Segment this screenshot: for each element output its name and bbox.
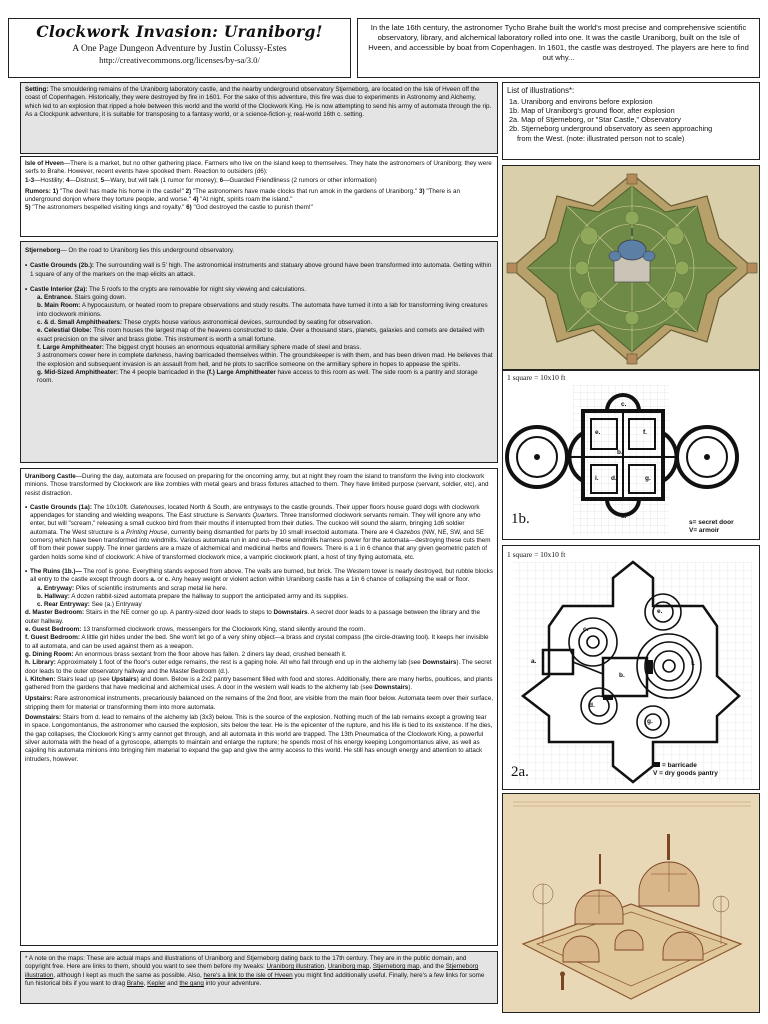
- room-marker: h.: [567, 453, 573, 460]
- reaction-text: —Wary, but will talk (1 rumor for money);: [104, 176, 220, 184]
- list-item: 2b. Stjerneborg underground observatory as seen approaching: [509, 124, 713, 134]
- room-label: g. Dining Room:: [25, 650, 74, 658]
- legend-item: s= secret door: [689, 519, 734, 526]
- intro-box: [357, 18, 760, 78]
- note-text: ,: [369, 963, 373, 971]
- page-title: Clockwork Invasion: Uraniborg!: [36, 22, 323, 41]
- room-label: c. Rear Entryway:: [37, 601, 90, 609]
- section-text: The 10x10ft.: [91, 503, 131, 511]
- note-link[interactable]: Uraniborg map: [327, 963, 370, 971]
- map-stjerneborg: [502, 545, 760, 790]
- room-label: e. Celestial Globe:: [37, 327, 92, 335]
- reaction-roll: 1-3: [25, 176, 35, 184]
- note-link[interactable]: here's a link to the isle of Hveen: [203, 971, 293, 979]
- room-marker: a.: [531, 658, 537, 665]
- hveen-box: [20, 156, 498, 237]
- stjerneborg-box: Stjerneborg— On the road to Uraniborg lies this underground observatory. • Castle Grounds (2b.): The surrounding wall is 5' high. The astronomical instruments and statuary above ground have been transformed into automata. Getting within 1 square of any of the markers on the map elicits an attack. • Castle Interior (2a): The 5 roofs to the crypts are removable for night sky viewing and calculations. a. Entrance. Stairs going down. b. Main Room: A hypocaustum, or heated room to prepare observations and study results. The automata have turned it into a lab for transforming living creatures into clockwork minions. c. & d. Small Amphitheaters: These crypts house various astronomical devices, surrounded by seating for observation. e. Celestial Globe: This room houses the largest map of the heavens constructed to date. Over a thousand stars, planets, galaxies and comets are detailed with exact precision on the silver and brass globe. This instrument is worth a small fortune. f. Large Amphitheater: The biggest crypt houses an enormous equatorial armillary sphere made of steel and brass. 3 astronomers cower here in complete darkness, having barricaded themselves within. The groundskeeper is with them, and has been driven mad. He believes that the explosion and subsequent invasion is an assault from hell, and he plots to sacrifice someone on the armillary sphere in hopes to appease the spirits. g. Mid-Sized Amphitheater: The 4 people barricaded in the (f.) Large Amphitheater have access to this room as well. The side room is a pantry and storage room.: [20, 241, 498, 463]
- room-text: ). The secret door leads to the outer observatory hallway and the Master Bedroom (d.).: [25, 659, 492, 675]
- room-label: c. & d. Small Amphitheaters:: [37, 319, 123, 327]
- section-text: or: [155, 576, 165, 584]
- map-number: 1b.: [511, 511, 530, 527]
- room-text: Stairs in the NE corner go up. A pantry-sized door leads to steps to: [84, 609, 274, 617]
- room-label: a. Entrance.: [37, 294, 73, 302]
- room-text: A dozen rabbit-sized automata prepare the hallway to support the anticipated army and its supplies.: [69, 592, 349, 600]
- room-label: i. Kitchen:: [25, 675, 56, 683]
- section-text: The roof is gone. Everything stands exposed from above. The walls are burned, but brick. The Western tower is nearly destroyed, but rubble blocks all entry to the castle except through doors: [30, 567, 493, 584]
- room-text: 13 transformed clockwork crows, messengers for the Clockwork King, stand silently around the room.: [81, 626, 366, 634]
- room-text: A little girl hides under the bed. She won't let go of a very shiny object—a brass and crystal compass (the circle-drawing tool). It keeps her invisible to all automata, and can be used against them as a weapon.: [25, 634, 489, 650]
- room-text: The 4 people barricaded in the: [117, 368, 207, 376]
- room-label: b. Hallway:: [37, 592, 70, 600]
- uraniborg-intro: —During the day, automata are focused on preparing for the oncoming army, but at night they roam the island to transform the living into clockwork minions. Those transformed by Clockwork are like zombies with metal gears and brass fixtures attached to them. They have limited purpose (servant, soldier, etc), and resist distraction.: [25, 473, 489, 497]
- legend-item: V= armoir: [689, 527, 720, 535]
- reaction-text: —Hostility;: [34, 176, 66, 184]
- room-marker: d.: [611, 475, 617, 482]
- room-text: This room houses the largest map of the heavens constructed to date. Over a thousand stars, planets, galaxies and comets are detailed with exact precision on the silver and brass globe. This instrument is worth a small fortune.: [37, 327, 485, 343]
- room-reference: Upstairs: [111, 675, 137, 683]
- section-term: Servants Quarters: [225, 512, 278, 520]
- note-link[interactable]: Stjerneborg illustration: [25, 963, 479, 979]
- room-marker: d.: [589, 702, 595, 709]
- stjerneborg-drawing: [503, 794, 760, 1013]
- section-term: Printing House: [126, 528, 168, 536]
- section-text: , currently being dismantled for parts by 10 small insectoid automata. There are 4: [167, 528, 396, 536]
- note-text: you might find additionally useful. Finally, here's a few links for some fun historical bits if you want to drag: [25, 971, 485, 987]
- room-marker: c.: [621, 401, 627, 408]
- note-text: , although I kept as much the same as possible. Also,: [53, 971, 204, 979]
- room-label: g. Mid-Sized Amphitheater:: [37, 368, 118, 376]
- room-text: have access to this room as well. The side room is a pantry and storage room.: [37, 368, 478, 385]
- room-label: Downstairs:: [25, 714, 62, 722]
- rumors-label: Rumors:: [25, 187, 51, 195]
- section-term: Gazebos: [395, 528, 421, 536]
- reaction-text: —Distrust;: [69, 176, 101, 184]
- room-label: Upstairs:: [25, 695, 53, 703]
- rumor-text: "The astronomers have made clocks that run amok in the gardens of Uraniborg.": [191, 187, 418, 195]
- map-note-box: [20, 951, 498, 1004]
- note-link[interactable]: the gang: [179, 979, 204, 987]
- illustration-list-heading: List of illustrations*:: [507, 86, 575, 95]
- license-link[interactable]: http://creativecommons.org/licenses/by-sa/3.0/: [99, 55, 260, 65]
- section-label: The Ruins (1b.)—: [30, 567, 82, 575]
- note-text: * A note on the maps: These are actual maps and illustrations of Uraniborg and Stjerneborg dating back to the 17th century. They are in the public domain, and copyright free. Here are links to them, should you want to see them before my tweaks:: [25, 955, 467, 971]
- room-label: f. Guest Bedroom:: [25, 634, 80, 642]
- list-item: 1a. Uraniborg and environs before explosion: [509, 96, 653, 106]
- reaction-roll: 6: [219, 176, 224, 184]
- uraniborg-box: Uraniborg Castle—During the day, automata are focused on preparing for the oncoming army, but at night they roam the island to transform the living into clockwork minions. Those transformed by Clockwork are like zombies with metal gears and brass fixtures attached to them. They have limited purpose (servant, soldier, etc), and resist distraction. • Castle Grounds (1a): The 10x10ft. Gatehouses, located North & South, are entryways to the castle grounds. Their upper floors house guard dogs with clockwork appendages for standing and wielding weapons. The East structure is Servants Quarters. Three transformed clockwork servants remain. They will ignore any who enter, but will "scream," releasing a small cuckoo bird from their mouths if interrupted from their duties. The cuckoo will sound the alarm, bringing 1d6 soldier automata. The West structure is a Printing House, currently being dismantled for parts by 10 small insectoid automata. There are 4 Gazebos (NW, NE, SW, and SE corners) which have been transformed into windmills. Various automata run in and out—these windmills harness power for the automata—destroying these cuts them off from their power supply. The inner gardens are a maze of alchemical and medicinal herbs and flowers. There is a 1 in 6 chance that any given geometric patch of garden holds some kind of clockwork: A hive of transformed clockwork mice, a vampiric clockwork plant, a host of tiny flying automata, etc. • The Ruins (1b.)— The roof is gone. Everything stands exposed from above. The walls are burned, but brick. The Western tower is nearly destroyed, but rubble blocks all entry to the castle except through doors a. or c. Any heavy weight or violent action within Uraniborg castle has a 1in 6 chance of collapsing the wall or floor. a. Entryway: Piles of scientific instruments and scrap metal lie here. b. Hallway: A dozen rabbit-sized automata prepare the hallway to support the anticipated army and its supplies. c. Rear Entryway: See (a.) Entryway d. Master Bedroom: Stairs in the NE corner go up. A pantry-sized door leads to steps to Downstairs. A secret door leads to a passage between the library and the outer hallway. e. Guest Bedroom: 13 transformed clockwork crows, messengers for the Clockwork King, stand silently around the room. f. Guest Bedroom: A little girl hides under the bed. She won't let go of a very shiny object—a brass and crystal compass (the circle-drawing tool). It keeps her invisible to all automata, and can be used against them as a weapon. g. Dining Room: An enormous brass sextant from the floor above has fallen. 2 diners lay dead, crushed beneath it. h. Library: Approximately 1 foot of the floor's outer edge remains, the rest is a gaping hole. All who fall through end up in the alchemy lab (see Downstairs). The secret door leads to the outer observatory hallway and the Master Bedroom (d.). i. Kitchen: Stairs lead up (see Upstairs) and down. Below is a 2x2 pantry basement filled with food and stores. Additionally, there are many herbs, poultices, and plants gathered from the gardens that have medicinal and alchemical uses. A door in the western wall leads to the alchemy lab (see Downstairs). Upstairs: Rare astronomical instruments, precariously balanced on the remains of the 2nd floor, are visible from the main floor below. Automata teem over their surface, stripping them for material or transforming them into more automata. Downstairs: Stairs from d. lead to remains of the alchemy lab (3x3) below. This is the source of the explosion. Nothing much of the lab remains except a growing tear in space. Longomontanus, the astronomer who caused the explosion, sits below the tear. He is the epicenter of the rupture, and his life is tied to its existence. If he dies, the gap collapses, the Clockwork King's army cannot get through, and all automata in this world are trapped. The 13th Pneumatica of the Clockwork King, a powerful silver automata with the head of a gyroscope, attempts to maintain and enlarge the rupture; he spends most of his energy keeping Longomontanus alive, as well as cajoling his automata minions into bringing him material to expand the gap and give the army access to this world. He still has enough energy and attention to attack intruders, however.: [20, 468, 498, 946]
- reaction-text: —Guarded Friendliness (2 rumors or other information): [223, 176, 377, 184]
- note-text: ,: [324, 963, 328, 971]
- list-item: 1b. Map of Uraniborg's ground floor, after explosion: [509, 106, 675, 115]
- note-text: and: [165, 979, 180, 987]
- room-reference: a.: [150, 576, 156, 584]
- room-label: a. Entryway:: [37, 584, 75, 592]
- rumor-number: 5): [25, 204, 31, 212]
- room-marker: g.: [645, 475, 651, 482]
- note-text: ,: [143, 979, 148, 987]
- room-reference: c.: [164, 576, 171, 584]
- room-text: These crypts house various astronomical devices, surrounded by seating for observation.: [122, 319, 373, 327]
- room-label: f. Large Amphitheater:: [37, 343, 104, 351]
- room-text: 3 astronomers cower here in complete darkness, having barricaded themselves within. The groundskeeper is with them, and has been driven mad. He believes that the explosion and subsequent invasion is an assault from hell, and he plots to sacrifice someone on the armillary sphere in hopes to appease the spirits.: [37, 352, 493, 368]
- rumor-text: "There is an underground donjon where they torture people, and worse.": [25, 187, 461, 204]
- byline: A One Page Dungeon Adventure by Justin Colussy-Estes: [72, 44, 287, 54]
- intro-text: In the late 16th century, the astronomer Tycho Brahe built the world's most precise and comprehensive scientific observatory, library, and alchemical laboratory rolled into one. It was the castle Uraniborg, built on the Isle of Hveen, and accessible by boat from Copenhagen. In 1601, the castle was destroyed. The players are here to find out why...: [368, 23, 749, 62]
- map-scale-label: 1 square = 10x10 ft: [507, 550, 566, 559]
- room-marker: e.: [657, 608, 663, 615]
- uraniborg-label: Uraniborg Castle: [25, 473, 76, 480]
- illustration-stjerneborg-approach: [502, 793, 760, 1013]
- hveen-text: —There is a market, but no other gathering place. Farmers who live on the island keep to themselves. They hate the astronomers of Uraniborg; they were serfs to Brahe. However, recent events have spooked them. Reaction to outsiders (d6):: [25, 160, 492, 176]
- note-text: , and the: [419, 963, 446, 971]
- room-marker: a.: [621, 513, 627, 520]
- room-marker: c.: [583, 626, 589, 633]
- rumor-text: "God destroyed the castle to punish them!": [191, 204, 313, 212]
- section-label: Castle Grounds (2b.):: [30, 262, 95, 270]
- note-link[interactable]: Kepler: [147, 979, 166, 987]
- room-reference: (f.) Large Amphitheater: [206, 368, 276, 376]
- room-reference: Downstairs: [422, 659, 457, 667]
- list-item: 2a. Map of Stjerneborg, or "Star Castle," Observatory: [509, 115, 681, 125]
- room-text: Stairs going down.: [72, 294, 127, 302]
- rumor-number: 6): [184, 204, 192, 212]
- room-marker: i.: [595, 475, 599, 482]
- room-text: Stairs from d. lead to remains of the alchemy lab (3x3) below. This is the source of the explosion. Nothing much of the lab remains except a growing tear in space. Longomontanus, the astronomer who caused the explosion, sits below the tear. He is the epicenter of the rupture, and his life is tied to its existence. If he dies, the gap collapses, the Clockwork King's army cannot get through, and all automata in this world are trapped. The 13th Pneumatica of the Clockwork King, a powerful silver automata with the head of a gyroscope, attempts to maintain and enlarge the rupture; he spends most of his energy keeping Longomontanus alive, as well as cajoling his automata minions into bringing him material to expand the gap and give the army access to this world. He still has enough energy and attention to attack intruders, however.: [25, 714, 493, 763]
- room-reference: Downstairs: [273, 609, 308, 617]
- note-text: into your adventure.: [203, 979, 262, 987]
- rumor-text: "At night, spirits roam the island.": [198, 196, 293, 204]
- map-number: 2a.: [511, 764, 529, 780]
- map-legend: [689, 519, 734, 535]
- stjerneborg-intro: — On the road to Uraniborg lies this underground observatory.: [60, 247, 235, 254]
- room-text: The biggest crypt houses an enormous equatorial armillary sphere made of steel and brass.: [103, 343, 362, 351]
- room-label: e. Guest Bedroom:: [25, 626, 82, 634]
- setting-box: [20, 82, 498, 154]
- room-text: See (a.) Entryway: [89, 601, 142, 609]
- room-text: ) and down. Below is a 2x2 pantry basement filled with food and stores. Additionally, there are many herbs, poultices, and plants gathered from the gardens that have medicinal and alchemical uses. A door in the western wall leads to the alchemy lab (see: [25, 675, 493, 692]
- map-scale-label: 1 square = 10x10 ft: [507, 373, 566, 382]
- room-label: b. Main Room:: [37, 302, 81, 310]
- room-marker: f.: [643, 429, 647, 436]
- title-box: [8, 18, 351, 78]
- map-uraniborg-ground-floor: [502, 370, 760, 540]
- note-link[interactable]: Brahe: [126, 979, 144, 987]
- reaction-roll: 5: [100, 176, 105, 184]
- list-item-continued: from the West. (note: illustrated person not to scale): [517, 133, 685, 143]
- room-text: Piles of scientific instruments and scrap metal lie here.: [74, 584, 228, 592]
- stjerneborg-floor-plan: [503, 546, 760, 790]
- note-link[interactable]: Uraniborg illustration: [266, 963, 325, 971]
- section-text: Any heavy weight or violent action within Uraniborg castle has a 1in 6 chance of collapsing the wall or floor.: [170, 576, 470, 584]
- hveen-label: Isle of Hveen: [25, 160, 64, 167]
- legend-item: V = dry goods pantry: [653, 770, 718, 778]
- section-label: Castle Grounds (1a):: [30, 503, 92, 511]
- room-text: . A secret door leads to a passage between the library and the outer hallway.: [25, 609, 481, 625]
- legend-item: = barricade: [662, 762, 697, 769]
- illustration-uraniborg-aerial: [502, 165, 760, 370]
- section-text: The surrounding wall is 5' high. The astronomical instruments and statuary above ground have been transformed into automata. Getting within 1 square of any of the markers on the map elicits an attack.: [30, 262, 492, 278]
- section-term: Gatehouses: [130, 503, 165, 511]
- reaction-roll: 4: [65, 176, 70, 184]
- room-text: A hypocaustum, or heated room to prepare observations and study results. The automata have turned it into a lab for transforming living creatures into clockwork minions.: [37, 302, 488, 318]
- section-text: , located North & South, are entryways to the castle grounds. Their upper floors house guard dogs with clockwork appendages for standing and wielding weapons. The East structure is: [30, 503, 480, 520]
- section-label: Castle Interior (2a):: [30, 285, 88, 293]
- room-marker: g.: [647, 718, 653, 725]
- barricade-swatch: [653, 762, 660, 767]
- rumor-number: 4): [191, 196, 199, 204]
- room-text: Approximately 1 foot of the floor's outer edge remains, the rest is a gaping hole. All who fall through end up in the alchemy lab (see: [55, 659, 423, 667]
- stjerneborg-label: Stjerneborg: [25, 247, 61, 254]
- room-text: ).: [408, 684, 413, 692]
- room-text: Rare astronomical instruments, precariously balanced on the remains of the 2nd floor, are visible from the main floor below. Automata teem over their surface, stripping them for material or transforming them into more automata.: [25, 695, 493, 711]
- room-label: d. Master Bedroom:: [25, 609, 85, 617]
- note-link[interactable]: Stjerneborg map: [372, 963, 420, 971]
- uraniborg-floor-plan: [503, 371, 760, 540]
- room-marker: f.: [691, 660, 695, 667]
- map-legend: [653, 762, 718, 778]
- uraniborg-garden-drawing: [503, 166, 760, 370]
- room-marker: b.: [619, 672, 625, 679]
- room-label: h. Library:: [25, 659, 56, 667]
- rumor-number: 1): [50, 187, 59, 195]
- rumor-text: "The devil has made his home in the castle!": [58, 187, 184, 195]
- section-text: . Three transformed clockwork servants remain. They will ignore any who enter, but will "scream," releasing a small cuckoo bird from their mouths if interrupted from their duties. The cuckoo will sound the alarm, bringing 1d6 soldier automata. The West structure is a: [30, 512, 481, 536]
- rumor-number: 2): [183, 187, 192, 195]
- illustration-list: [502, 82, 760, 160]
- room-text: Stairs lead up (see: [55, 675, 112, 683]
- rumor-text: "The astronomers bespelled visiting kings and royalty.": [30, 204, 185, 212]
- rumor-number: 3): [417, 187, 425, 195]
- setting-text: The smouldering remains of the Uraniborg laboratory castle, and the nearby underground observatory Stjerneborg, are located on the Isle of Hveen off the coast of Copenhagen. Historically, they were destroyed by fire in 1601. For the sake of this adventure, this fire was due to experiments in Astronomy and Alchemy, which led to an explosion that ripped a hole between this world and the world of the Clockwork King. He is now attempting to send his army of automata through the rip. As a Clockpunk adventure, it is suitable for transposing to a fantasy world, or a science-fiction-y, real-world 16th c. setting.: [25, 86, 492, 118]
- section-text: The 5 roofs to the crypts are removable for night sky viewing and calculations.: [87, 285, 307, 293]
- room-text: An enormous brass sextant from the floor above has fallen. 2 diners lay dead, crushed beneath it.: [73, 650, 347, 658]
- room-marker: e.: [595, 429, 601, 436]
- setting-label: Setting:: [25, 86, 49, 93]
- section-text: (NW, NE, SW, and SE corners) which have been transformed into windmills. Various automata run in and out—these windmills harness power for the automata—destroying these cuts them off from their power supply. The inner gardens are a maze of alchemical and medicinal herbs and flowers. There is a 1 in 6 chance that any given geometric patch of garden holds some kind of clockwork: A hive of transformed clockwork mice, a vampiric clockwork plant, a host of tiny flying automata, etc.: [30, 528, 491, 561]
- room-reference: Downstairs: [374, 684, 409, 692]
- room-marker: b.: [617, 449, 623, 456]
